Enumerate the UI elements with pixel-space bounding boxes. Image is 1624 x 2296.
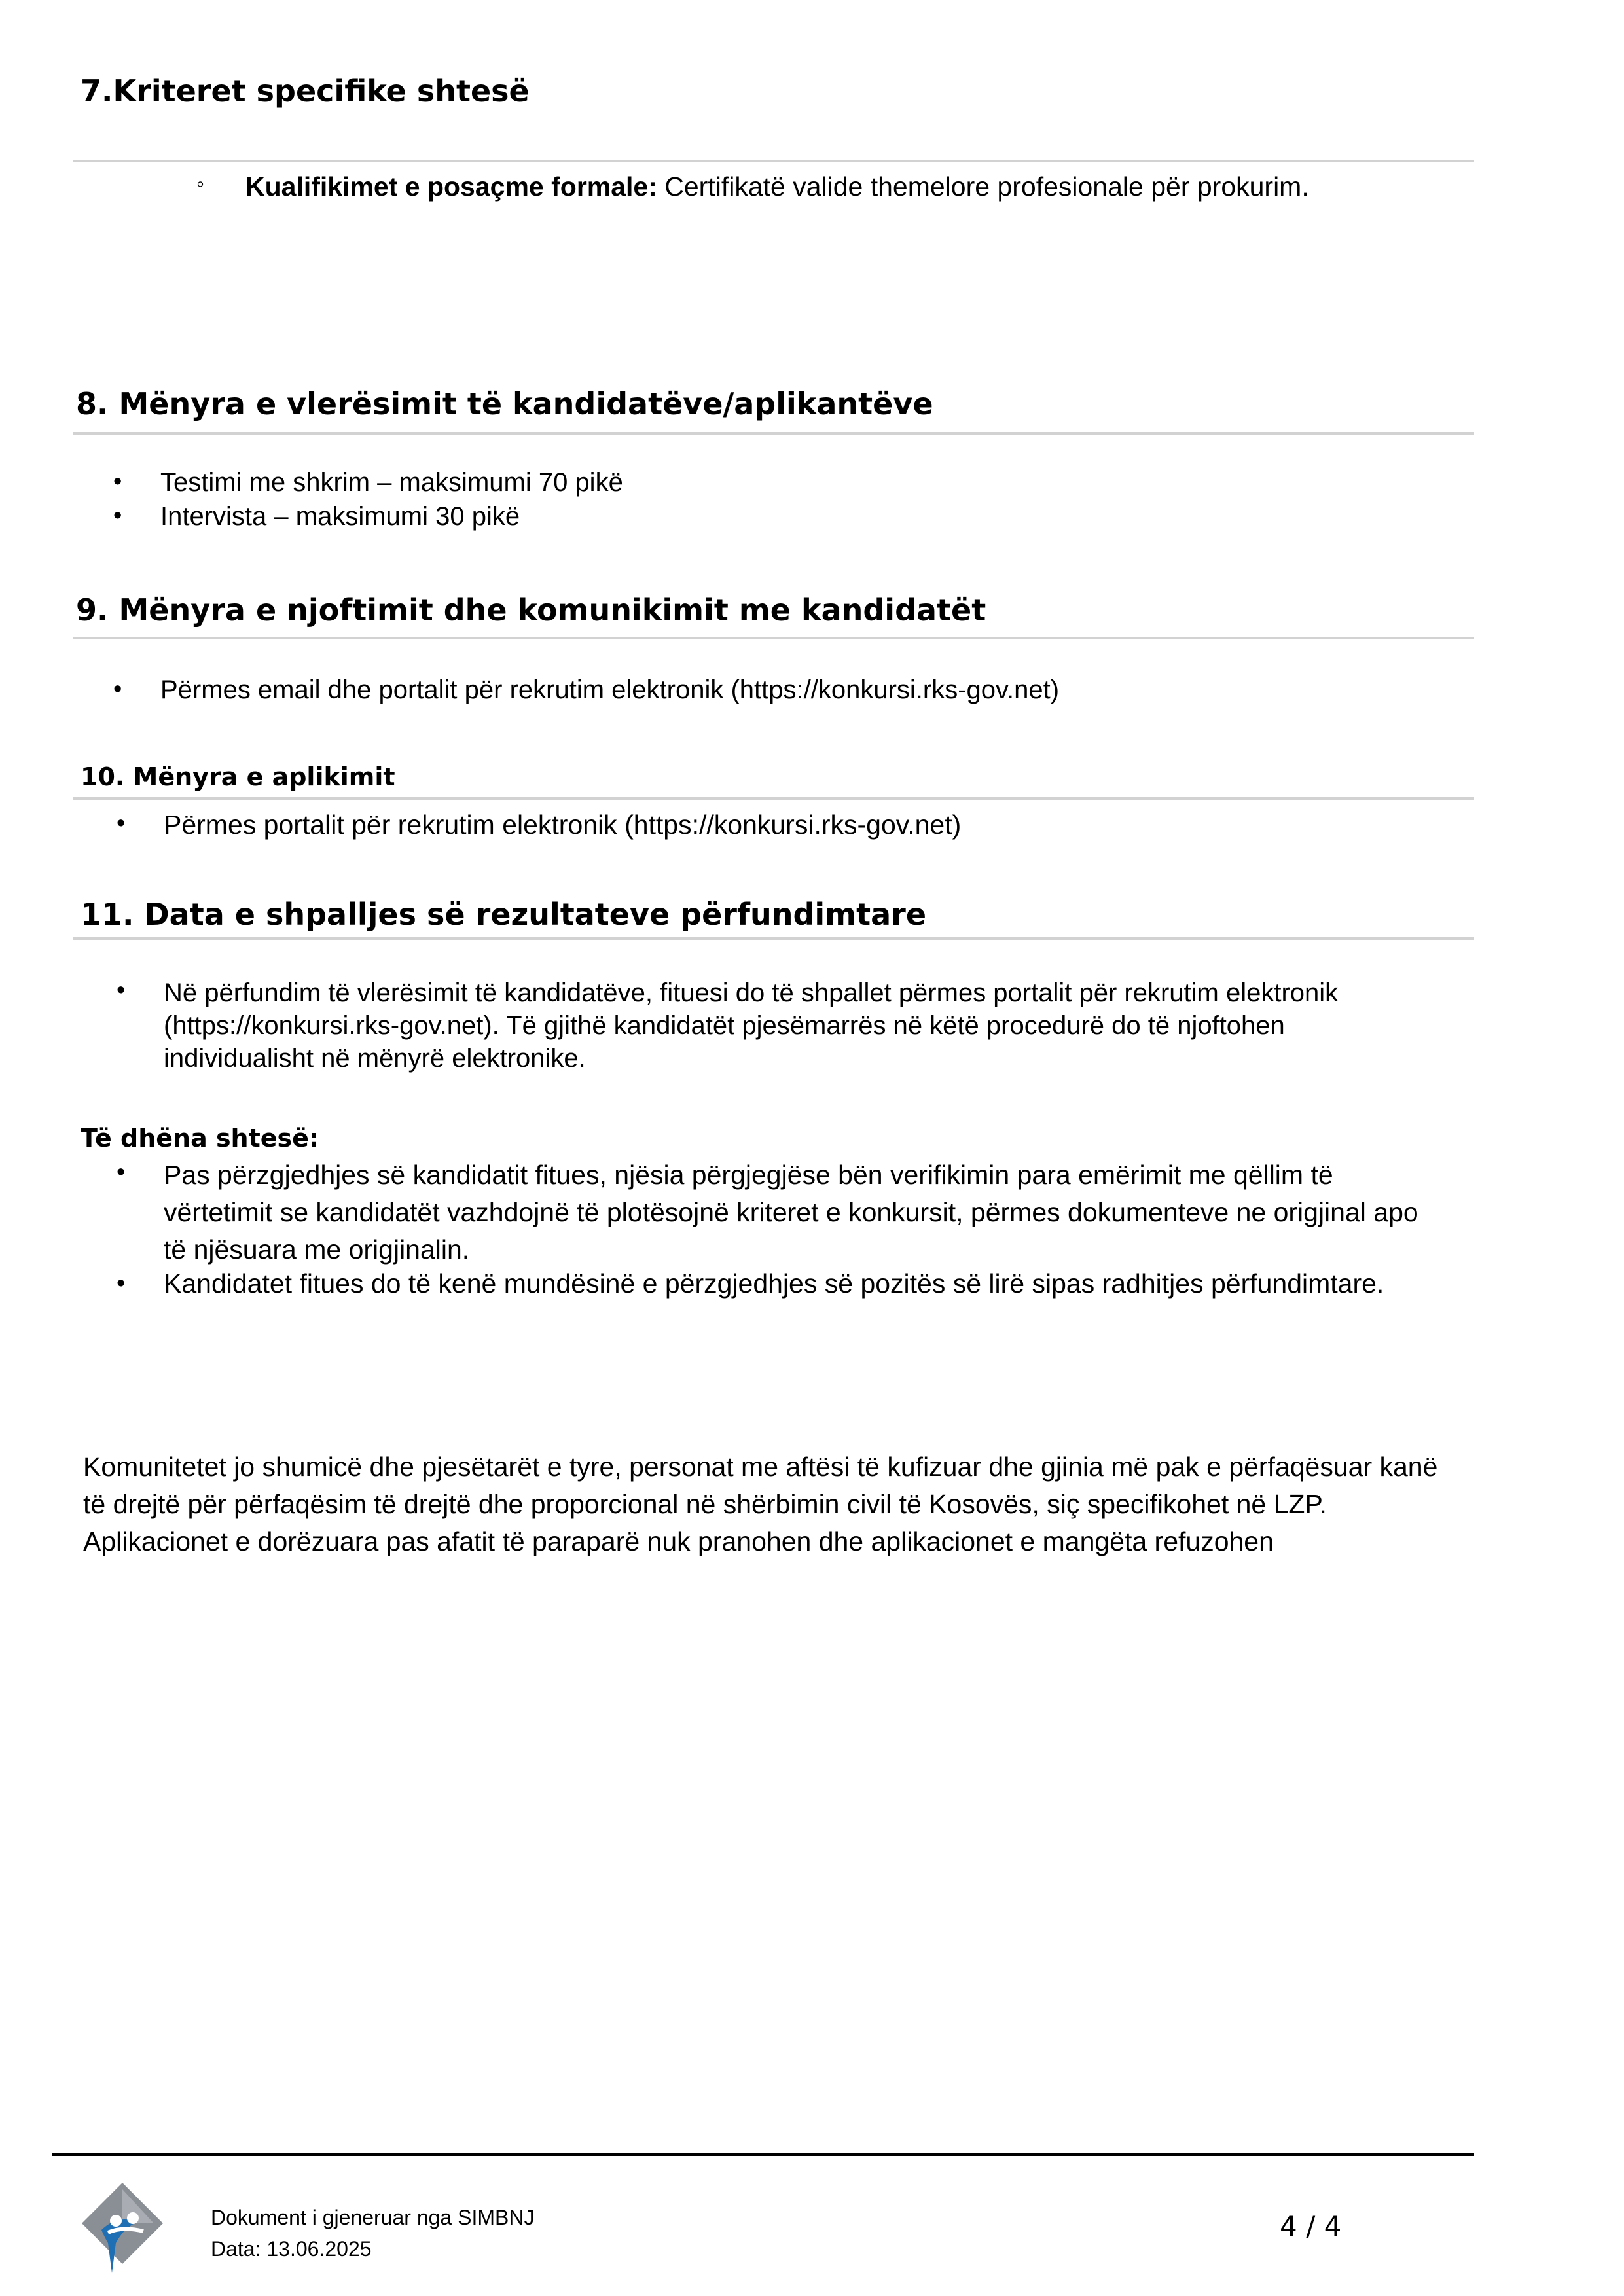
additional-bullet-2: • [117,1270,126,1297]
simbnj-logo-icon [82,2183,167,2274]
additional-item-1-line-1: Pas përzgjedhjes së kandidatit fitues, njësia përgjegjëse bën verifikimin para emërimit me qëllim të [164,1160,1333,1190]
closing-line-1: Komunitetet jo shumicë dhe pjesëtarët e tyre, personat me aftësi të kufizuar dhe gjinia më pak e përfaqësuar kanë [83,1452,1438,1482]
closing-line-2: të drejtë për përfaqësim të drejtë dhe proporcional në shërbimin civil të Kosovës, siç specifikohet në LZP. [83,1489,1327,1519]
section11-text [164,977,1338,1075]
section7-item-label: Kualifikimet e posaçme formale: [245,171,657,202]
section11-line-1: Në përfundim të vlerësimit të kandidatëve, fituesi do të shpallet përmes portalit për rekrutim elektronik [164,978,1339,1007]
footer-date: Data: 13.06.2025 [211,2237,372,2261]
section9-title: 9. Mënyra e njoftimit dhe komunikimit me kandidatët [76,592,986,628]
section9-divider [73,637,1474,639]
section10-item-1: Përmes portalit për rekrutim elektronik (https://konkursi.rks-gov.net) [164,810,962,840]
section10-divider [73,797,1474,800]
section7-item [245,171,1309,202]
section7-divider [73,160,1474,162]
additional-item-1-line-3: të njësuara me origjinalin. [164,1234,470,1265]
section8-bullet-2: • [113,502,122,529]
page-number: 4 / 4 [1280,2210,1342,2242]
additional-item-1-line-2: vërtetimit se kandidatët vazhdojnë të plotësojnë kriteret e konkursit, përmes dokumenteve ne origjinal apo [164,1197,1418,1227]
additional-bullet-1: • [117,1158,126,1186]
section7-title: 7.Kriteret specifike shtesë [81,73,530,109]
section11-line-3: individualisht në mënyrë elektronike. [164,1044,586,1073]
section11-divider [73,937,1474,940]
section11-title: 11. Data e shpalljes së rezultateve përfundimtare [81,897,927,932]
additional-item-1 [164,1157,1418,1268]
section7-bullet: ◦ [196,171,205,196]
closing-line-3: Aplikacionet e dorëzuara pas afatit të paraparë nuk pranohen dhe aplikacionet e mangëta refuzohen [83,1526,1274,1556]
footer-divider [52,2153,1474,2156]
section7-item-text: Certifikatë valide themelore profesionale për prokurim. [657,171,1309,202]
additional-item-2: Kandidatet fitues do të kenë mundësinë e përzgjedhjes së pozitës së lirë sipas radhitjes përfundimtare. [164,1268,1384,1299]
section10-bullet-1: • [117,810,126,837]
section8-bullet-1: • [113,468,122,495]
section11-bullet-1: • [117,977,126,1004]
section8-item-1: Testimi me shkrim – maksimumi 70 pikë [160,468,623,497]
closing-paragraph [83,1448,1437,1560]
section8-item-2: Intervista – maksimumi 30 pikë [160,502,520,531]
section9-item-1: Përmes email dhe portalit për rekrutim elektronik (https://konkursi.rks-gov.net) [160,675,1060,704]
additional-title: Të dhëna shtesë: [81,1124,319,1153]
section8-divider [73,432,1474,435]
section10-title: 10. Mënyra e aplikimit [81,762,395,791]
section9-bullet-1: • [113,675,122,703]
section8-title: 8. Mënyra e vlerësimit të kandidatëve/aplikantëve [76,386,933,422]
section11-line-2: (https://konkursi.rks-gov.net). Të gjithë kandidatët pjesëmarrës në këtë procedurë do të njoftohen [164,1011,1285,1040]
footer-generated: Dokument i gjeneruar nga SIMBNJ [211,2206,535,2229]
